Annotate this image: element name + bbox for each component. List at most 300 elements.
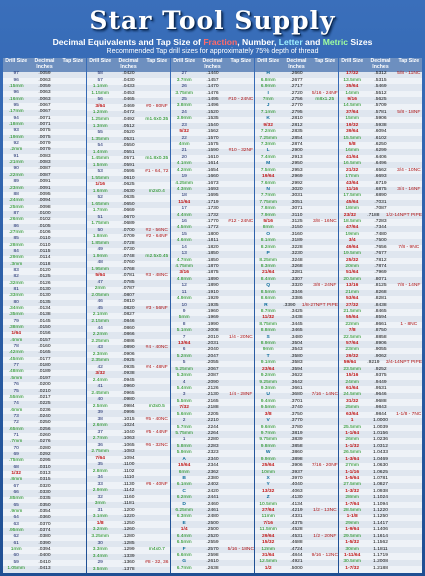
drill-size: 9 <box>182 308 186 314</box>
decimal-inches: .1570 <box>206 135 219 141</box>
drill-size: 2.9mm <box>92 488 108 494</box>
decimal-inches: .0846 <box>122 318 135 324</box>
decimal-inches: .0520 <box>122 130 135 136</box>
drill-size: 29mm <box>345 520 359 526</box>
tap-size: 5/8 - 11NC <box>397 71 421 77</box>
drill-size: 5/16 <box>263 219 273 225</box>
tap-size: #0 - 80NF <box>145 103 168 109</box>
drill-size: J <box>266 103 270 109</box>
drill-size: 1-5/32 <box>345 540 360 546</box>
decimal-inches: .1220 <box>122 514 135 520</box>
decimal-inches: .0595 <box>122 169 135 175</box>
decimal-inches: .7677 <box>374 251 387 257</box>
drill-size: 1-7/64 <box>345 501 360 507</box>
decimal-inches: .0591 <box>122 162 135 168</box>
decimal-inches: 1.2188 <box>373 565 388 571</box>
drill-size: .18mm <box>8 122 24 128</box>
decimal-inches: .0886 <box>122 338 135 344</box>
drill-size: 37/64 <box>346 109 359 115</box>
decimal-inches: .0310 <box>38 464 51 470</box>
decimal-inches: .0189 <box>38 369 51 375</box>
drill-size: 48 <box>97 260 103 266</box>
decimal-inches: .2126 <box>206 386 219 392</box>
drill-size: .27mm <box>8 229 24 235</box>
decimal-inches: .1673 <box>206 180 219 186</box>
drill-size: .2mm <box>10 147 23 153</box>
drill-size: 4mm <box>178 141 190 147</box>
drill-size: Q <box>266 283 271 289</box>
tap-size: 3/8 - 24NF <box>313 283 337 289</box>
drill-size: 67 <box>13 483 19 489</box>
drill-size: 50 <box>97 227 103 233</box>
drill-size: 1/32 <box>11 470 21 476</box>
decimal-inches: .1732 <box>206 212 219 218</box>
decimal-inches: .3839 <box>290 437 303 443</box>
header-label: Decimal Inches <box>202 58 223 70</box>
drill-size: 92 <box>13 141 19 147</box>
drill-size: 55/64 <box>346 315 359 321</box>
decimal-inches: .2717 <box>290 84 303 90</box>
decimal-inches: .4531 <box>290 533 303 539</box>
drill-size: 9.8mm <box>260 443 276 449</box>
drill-size: 6.3mm <box>176 514 192 520</box>
decimal-inches: .0610 <box>122 175 135 181</box>
decimal-inches: .0157 <box>38 337 51 343</box>
decimal-inches: .0430 <box>122 77 135 83</box>
tap-size: m1.6x0.35 <box>145 117 169 122</box>
decimal-inches: .3819 <box>290 430 303 436</box>
drill-size: 3.25mm <box>91 534 109 539</box>
decimal-inches: .2010 <box>206 334 219 340</box>
drill-size: H <box>266 71 270 77</box>
drill-size: 11mm <box>261 514 275 520</box>
drill-size: 19.5mm <box>343 251 361 257</box>
table-rows <box>3 72 86 573</box>
drill-size: 23.5mm <box>343 366 361 372</box>
drill-size: 95 <box>13 103 19 109</box>
decimal-inches: .1200 <box>122 507 135 513</box>
drill-size: 74 <box>13 401 19 407</box>
decimal-inches: .9844 <box>374 411 387 417</box>
tap-size: m3x0.5 <box>148 403 165 409</box>
drill-size: 29/64 <box>262 533 275 539</box>
decimal-inches: .1130 <box>122 481 135 487</box>
table-rows <box>339 72 422 573</box>
decimal-inches: .0240 <box>38 413 51 419</box>
decimal-inches: .3642 <box>290 379 303 385</box>
decimal-inches: .1990 <box>206 321 219 327</box>
drill-size: 56 <box>97 97 103 103</box>
tap-size: 3/4-14NPT PIPE <box>385 360 422 366</box>
drill-size: 57/64 <box>346 341 359 347</box>
drill-size: 6.9mm <box>260 84 276 90</box>
decimal-inches: .0410 <box>38 559 51 565</box>
drill-size: 2.7mm <box>92 436 108 442</box>
drill-size: 10 <box>181 302 187 308</box>
decimal-inches: .8268 <box>374 289 387 295</box>
drill-size: 4.2mm <box>176 167 192 173</box>
drill-table-column <box>3 58 86 573</box>
drill-size: 2.45mm <box>91 390 109 396</box>
drill-size: 82 <box>13 274 19 280</box>
decimal-inches: .4724 <box>290 546 303 552</box>
tap-size: 1 - 8NC <box>400 321 418 327</box>
decimal-inches: .0335 <box>38 496 51 502</box>
drill-size: 7.25mm <box>259 135 277 141</box>
decimal-inches: .0906 <box>122 351 135 357</box>
drill-size: 26mm <box>345 437 359 443</box>
column-header <box>255 58 338 72</box>
decimal-inches: .0292 <box>38 451 51 457</box>
decimal-inches: .0492 <box>122 117 135 122</box>
drill-size: 9/32 <box>263 122 273 128</box>
drill-size: 71 <box>13 432 19 438</box>
decimal-inches: .4134 <box>290 501 303 507</box>
decimal-inches: .0380 <box>38 534 51 540</box>
tap-size: #5 - 44NF <box>145 429 168 435</box>
decimal-inches: .0177 <box>38 356 51 362</box>
decimal-inches: .0866 <box>122 332 135 338</box>
decimal-inches: .3750 <box>290 411 303 417</box>
table-rows <box>171 72 254 573</box>
drill-size: L <box>266 148 270 154</box>
drill-size: 25/64 <box>262 463 275 469</box>
decimal-inches: .0075 <box>38 134 51 140</box>
decimal-inches: .0105 <box>38 223 51 229</box>
decimal-inches: .8125 <box>374 283 387 289</box>
drill-size: 8.25mm <box>259 257 277 263</box>
decimal-inches: .0110 <box>38 236 51 242</box>
drill-size: .24mm <box>8 198 24 204</box>
drill-size: 51/64 <box>346 270 359 276</box>
decimal-inches: .2047 <box>206 353 219 359</box>
decimal-inches: .4375 <box>290 520 303 526</box>
decimal-inches: .3480 <box>290 334 303 340</box>
drill-size: 17 <box>181 206 187 212</box>
drill-size: 49/64 <box>346 244 359 250</box>
subtitle-part: Decimal Equivalents and Tap Size of <box>52 37 204 47</box>
decimal-inches: .1181 <box>122 501 135 507</box>
header-label: Drill Size <box>89 58 112 64</box>
decimal-inches: 1.1220 <box>373 508 388 514</box>
drill-table-column <box>339 58 422 573</box>
drill-size: 1-5/64 <box>345 475 360 481</box>
drill-size: 3.3mm <box>92 547 108 553</box>
table-rows <box>87 72 170 573</box>
decimal-inches: .1719 <box>206 199 219 205</box>
decimal-inches: .0787 <box>122 286 135 292</box>
decimal-inches: .2362 <box>206 469 219 475</box>
decimal-inches: .0400 <box>38 553 51 559</box>
drill-size: 18.5mm <box>343 219 361 225</box>
decimal-inches: .0071 <box>38 122 51 128</box>
header-label: Tap Size <box>146 58 168 64</box>
table-row <box>171 566 254 572</box>
decimal-inches: .3858 <box>290 443 303 449</box>
decimal-inches: .3504 <box>290 341 303 347</box>
drill-size: 1/2 <box>264 565 272 571</box>
decimal-inches: .8465 <box>374 308 387 314</box>
drill-size: 4.7mm <box>176 257 192 263</box>
decimal-inches: .9449 <box>374 379 387 385</box>
drill-size: 77 <box>13 363 19 369</box>
drill-size: 43/64 <box>346 180 359 186</box>
drill-size: 4.5mm <box>176 225 192 231</box>
decimal-inches: .0094 <box>38 198 51 204</box>
drill-size: 96 <box>13 90 19 96</box>
tap-size: 1/2-14NPT PIPE <box>385 212 422 218</box>
decimal-inches: .6890 <box>374 193 387 199</box>
tap-size: m4x0.7 <box>148 547 165 553</box>
decimal-inches: .0995 <box>122 410 135 416</box>
decimal-inches: .2031 <box>206 341 219 347</box>
drill-size: .34mm <box>8 306 24 312</box>
decimal-inches: .2461 <box>206 508 219 514</box>
drill-size: 1.4mm <box>92 149 108 155</box>
drill-size: 9.3mm <box>260 386 276 392</box>
decimal-inches: .8661 <box>374 321 387 327</box>
drill-size: 84 <box>13 248 19 254</box>
drill-size: 63 <box>13 521 19 527</box>
drill-size: .55mm <box>8 394 24 400</box>
decimal-inches: .2900 <box>290 148 303 154</box>
drill-size: 70 <box>13 445 19 451</box>
drill-size: .26mm <box>8 217 24 223</box>
decimal-inches: .1024 <box>122 423 135 429</box>
drill-size: .8mm <box>10 477 23 483</box>
drill-size: 51 <box>97 214 103 220</box>
header-label: Tap Size <box>230 58 252 64</box>
decimal-inches: .4844 <box>290 552 303 558</box>
decimal-inches: .2610 <box>206 559 219 565</box>
decimal-inches: .1693 <box>206 186 219 192</box>
decimal-inches: .9688 <box>374 398 387 404</box>
decimal-inches: .2344 <box>206 463 219 469</box>
decimal-inches: .0063 <box>38 90 51 96</box>
decimal-inches: .2130 <box>206 392 219 398</box>
decimal-inches: 1.1024 <box>373 495 388 501</box>
decimal-inches: .2969 <box>290 174 303 180</box>
subtitle-part: , <box>274 37 279 47</box>
tap-size: #2 - 64NF <box>145 234 168 240</box>
subtitle-part: Sizes <box>348 37 373 47</box>
drill-size: 5/64 <box>95 273 105 279</box>
decimal-inches: .3740 <box>290 405 303 411</box>
decimal-inches: .0925 <box>122 358 135 364</box>
drill-size: 1.85mm <box>91 240 109 246</box>
drill-size: 8.9mm <box>260 341 276 347</box>
drill-size: .21mm <box>8 160 24 166</box>
decimal-inches: .0130 <box>38 293 51 299</box>
drill-size: D <box>182 501 186 507</box>
drill-size: 9.7mm <box>260 430 276 436</box>
decimal-inches: .0075 <box>38 128 51 134</box>
decimal-inches: .3583 <box>290 360 303 366</box>
drill-size: 7.3mm <box>260 141 276 147</box>
drill-size: 15/16 <box>346 373 359 379</box>
decimal-inches: .2770 <box>290 103 303 109</box>
drill-size: 31/32 <box>346 398 359 404</box>
drill-size: X <box>266 475 270 481</box>
decimal-inches: .3937 <box>290 469 303 475</box>
decimal-inches: .3020 <box>290 186 303 192</box>
column-header <box>87 58 170 72</box>
drill-size: 27mm <box>345 463 359 469</box>
subtitle <box>0 37 425 47</box>
decimal-inches: .3860 <box>290 450 303 456</box>
decimal-inches: .2090 <box>206 379 219 385</box>
drill-size: 1.1mm <box>92 84 108 90</box>
decimal-inches: .0059 <box>38 84 51 89</box>
decimal-inches: .2520 <box>206 533 219 539</box>
decimal-inches: .8858 <box>374 334 387 340</box>
drill-size: 45/64 <box>346 199 359 205</box>
drill-size: 2.3mm <box>92 351 108 357</box>
tap-size: 1/8-27NPT PIPE <box>301 302 338 308</box>
decimal-inches: .2205 <box>206 411 219 417</box>
drill-size: 16mm <box>345 148 359 154</box>
decimal-inches: .2323 <box>206 450 219 456</box>
decimal-inches: 1.1250 <box>373 514 388 520</box>
decimal-inches: .0935 <box>122 364 135 370</box>
drill-size: 38 <box>97 416 103 422</box>
drill-size: 22.5mm <box>343 334 361 340</box>
decimal-inches: .7969 <box>374 270 387 276</box>
drill-size: 22 <box>181 135 187 141</box>
decimal-inches: .3770 <box>290 418 303 424</box>
drill-size: P <box>266 251 270 257</box>
drill-size: 7.1mm <box>260 109 276 115</box>
drill-size: 17/32 <box>346 71 359 77</box>
drill-size: 9.5mm <box>260 405 276 411</box>
drill-size: 14mm <box>345 90 359 96</box>
decimal-inches: .6693 <box>374 174 387 180</box>
decimal-inches: .1094 <box>122 455 135 461</box>
drill-size: 3.75mm <box>175 90 193 96</box>
drill-size: Z <box>266 495 270 501</box>
drill-size: 60 <box>13 553 19 559</box>
decimal-inches: 1.0433 <box>373 450 388 456</box>
decimal-inches: .5469 <box>374 84 387 90</box>
drill-size: .22mm <box>8 172 24 178</box>
drill-size: 1/4 <box>180 527 188 533</box>
decimal-inches: .1660 <box>206 174 219 180</box>
drill-size: N <box>266 186 270 192</box>
drill-size: 3/8 <box>264 411 272 417</box>
decimal-inches: .2008 <box>206 328 219 334</box>
drill-size: 3/64 <box>95 103 105 109</box>
decimal-inches: .8438 <box>374 302 387 308</box>
decimal-inches: .0091 <box>38 179 51 185</box>
drill-size: 1-1/32 <box>345 443 360 449</box>
decimal-inches: .0689 <box>122 221 135 227</box>
header-label: Decimal Inches <box>370 58 391 70</box>
decimal-inches: .1850 <box>206 251 219 257</box>
decimal-inches: .0370 <box>38 521 51 527</box>
decimal-inches: .0067 <box>38 109 51 115</box>
decimal-inches: .9252 <box>374 366 387 372</box>
tap-size: 9/16 - 12NC <box>311 552 338 558</box>
drill-size: 24mm <box>345 379 359 385</box>
decimal-inches: .3661 <box>290 386 303 392</box>
decimal-inches: .1457 <box>206 77 219 83</box>
drill-size: 94 <box>13 115 19 121</box>
table-row <box>339 566 422 572</box>
decimal-inches: .2660 <box>290 71 303 77</box>
drill-size: 1.65mm <box>91 201 109 207</box>
header-label: Decimal Inches <box>34 58 55 70</box>
drill-size: .45mm <box>8 356 24 362</box>
decimal-inches: .2500 <box>206 520 219 526</box>
decimal-inches: .9843 <box>374 405 387 411</box>
decimal-inches: .2854 <box>290 135 303 141</box>
decimal-inches: .0320 <box>38 483 51 489</box>
drill-size: 5.1mm <box>176 328 192 334</box>
decimal-inches: .3390 <box>283 302 296 308</box>
decimal-inches: .3307 <box>290 276 303 282</box>
decimal-inches: 1.0000 <box>373 418 388 424</box>
decimal-inches: .2264 <box>206 430 219 436</box>
drill-size: O <box>266 231 271 237</box>
drill-size: 25mm <box>345 405 359 411</box>
drill-size: 3mm <box>94 501 106 507</box>
decimal-inches: .0945 <box>122 377 135 383</box>
drill-size: 37 <box>97 429 103 435</box>
drill-size: 5.4mm <box>176 386 192 392</box>
decimal-inches: .9219 <box>367 360 380 366</box>
drill-size: 25 <box>181 97 187 103</box>
table-row <box>87 567 170 574</box>
drill-size: 15/32 <box>262 540 275 546</box>
decimal-inches: 1.0625 <box>373 469 388 475</box>
decimal-inches: .0165 <box>38 350 51 356</box>
drill-size: 75 <box>13 388 19 394</box>
drill-size: 9.6mm <box>260 424 276 430</box>
decimal-inches: 1.0039 <box>373 424 388 430</box>
subtitle-letter: Letter <box>278 37 303 47</box>
decimal-inches: .3248 <box>290 257 303 263</box>
decimal-inches: .0150 <box>38 325 51 331</box>
drill-size: 9.2mm <box>260 373 276 379</box>
drill-size: W <box>265 450 271 456</box>
drill-size: 9.4mm <box>260 398 276 404</box>
decimal-inches: .5781 <box>374 109 387 115</box>
decimal-inches: .6250 <box>374 141 387 147</box>
decimal-inches: .5906 <box>374 116 387 122</box>
drill-size: 15 <box>181 231 187 237</box>
decimal-inches: .2795 <box>290 109 303 115</box>
decimal-inches: .2953 <box>290 167 303 173</box>
decimal-inches: .0063 <box>38 77 51 83</box>
drill-size: 6.8mm <box>260 77 276 83</box>
drill-size: 11/16 <box>346 186 359 192</box>
decimal-inches: .0394 <box>38 547 51 553</box>
tap-size: #6 - 40NF <box>145 481 168 487</box>
drill-size: 85 <box>13 236 19 242</box>
drill-size: 3.9mm <box>176 116 192 122</box>
drill-size: 1.3mm <box>92 123 108 129</box>
drill-size: 78 <box>13 344 19 350</box>
drill-size: 5.25mm <box>175 366 193 372</box>
decimal-inches: .1083 <box>122 449 135 455</box>
drill-size: 52 <box>97 195 103 201</box>
decimal-inches: .3189 <box>290 238 303 244</box>
drill-size: 1.6mm <box>92 188 108 194</box>
decimal-inches: .0106 <box>38 229 51 235</box>
drill-size: 66 <box>13 490 19 495</box>
drill-size: 39 <box>97 410 103 416</box>
decimal-inches: .2638 <box>206 565 219 571</box>
